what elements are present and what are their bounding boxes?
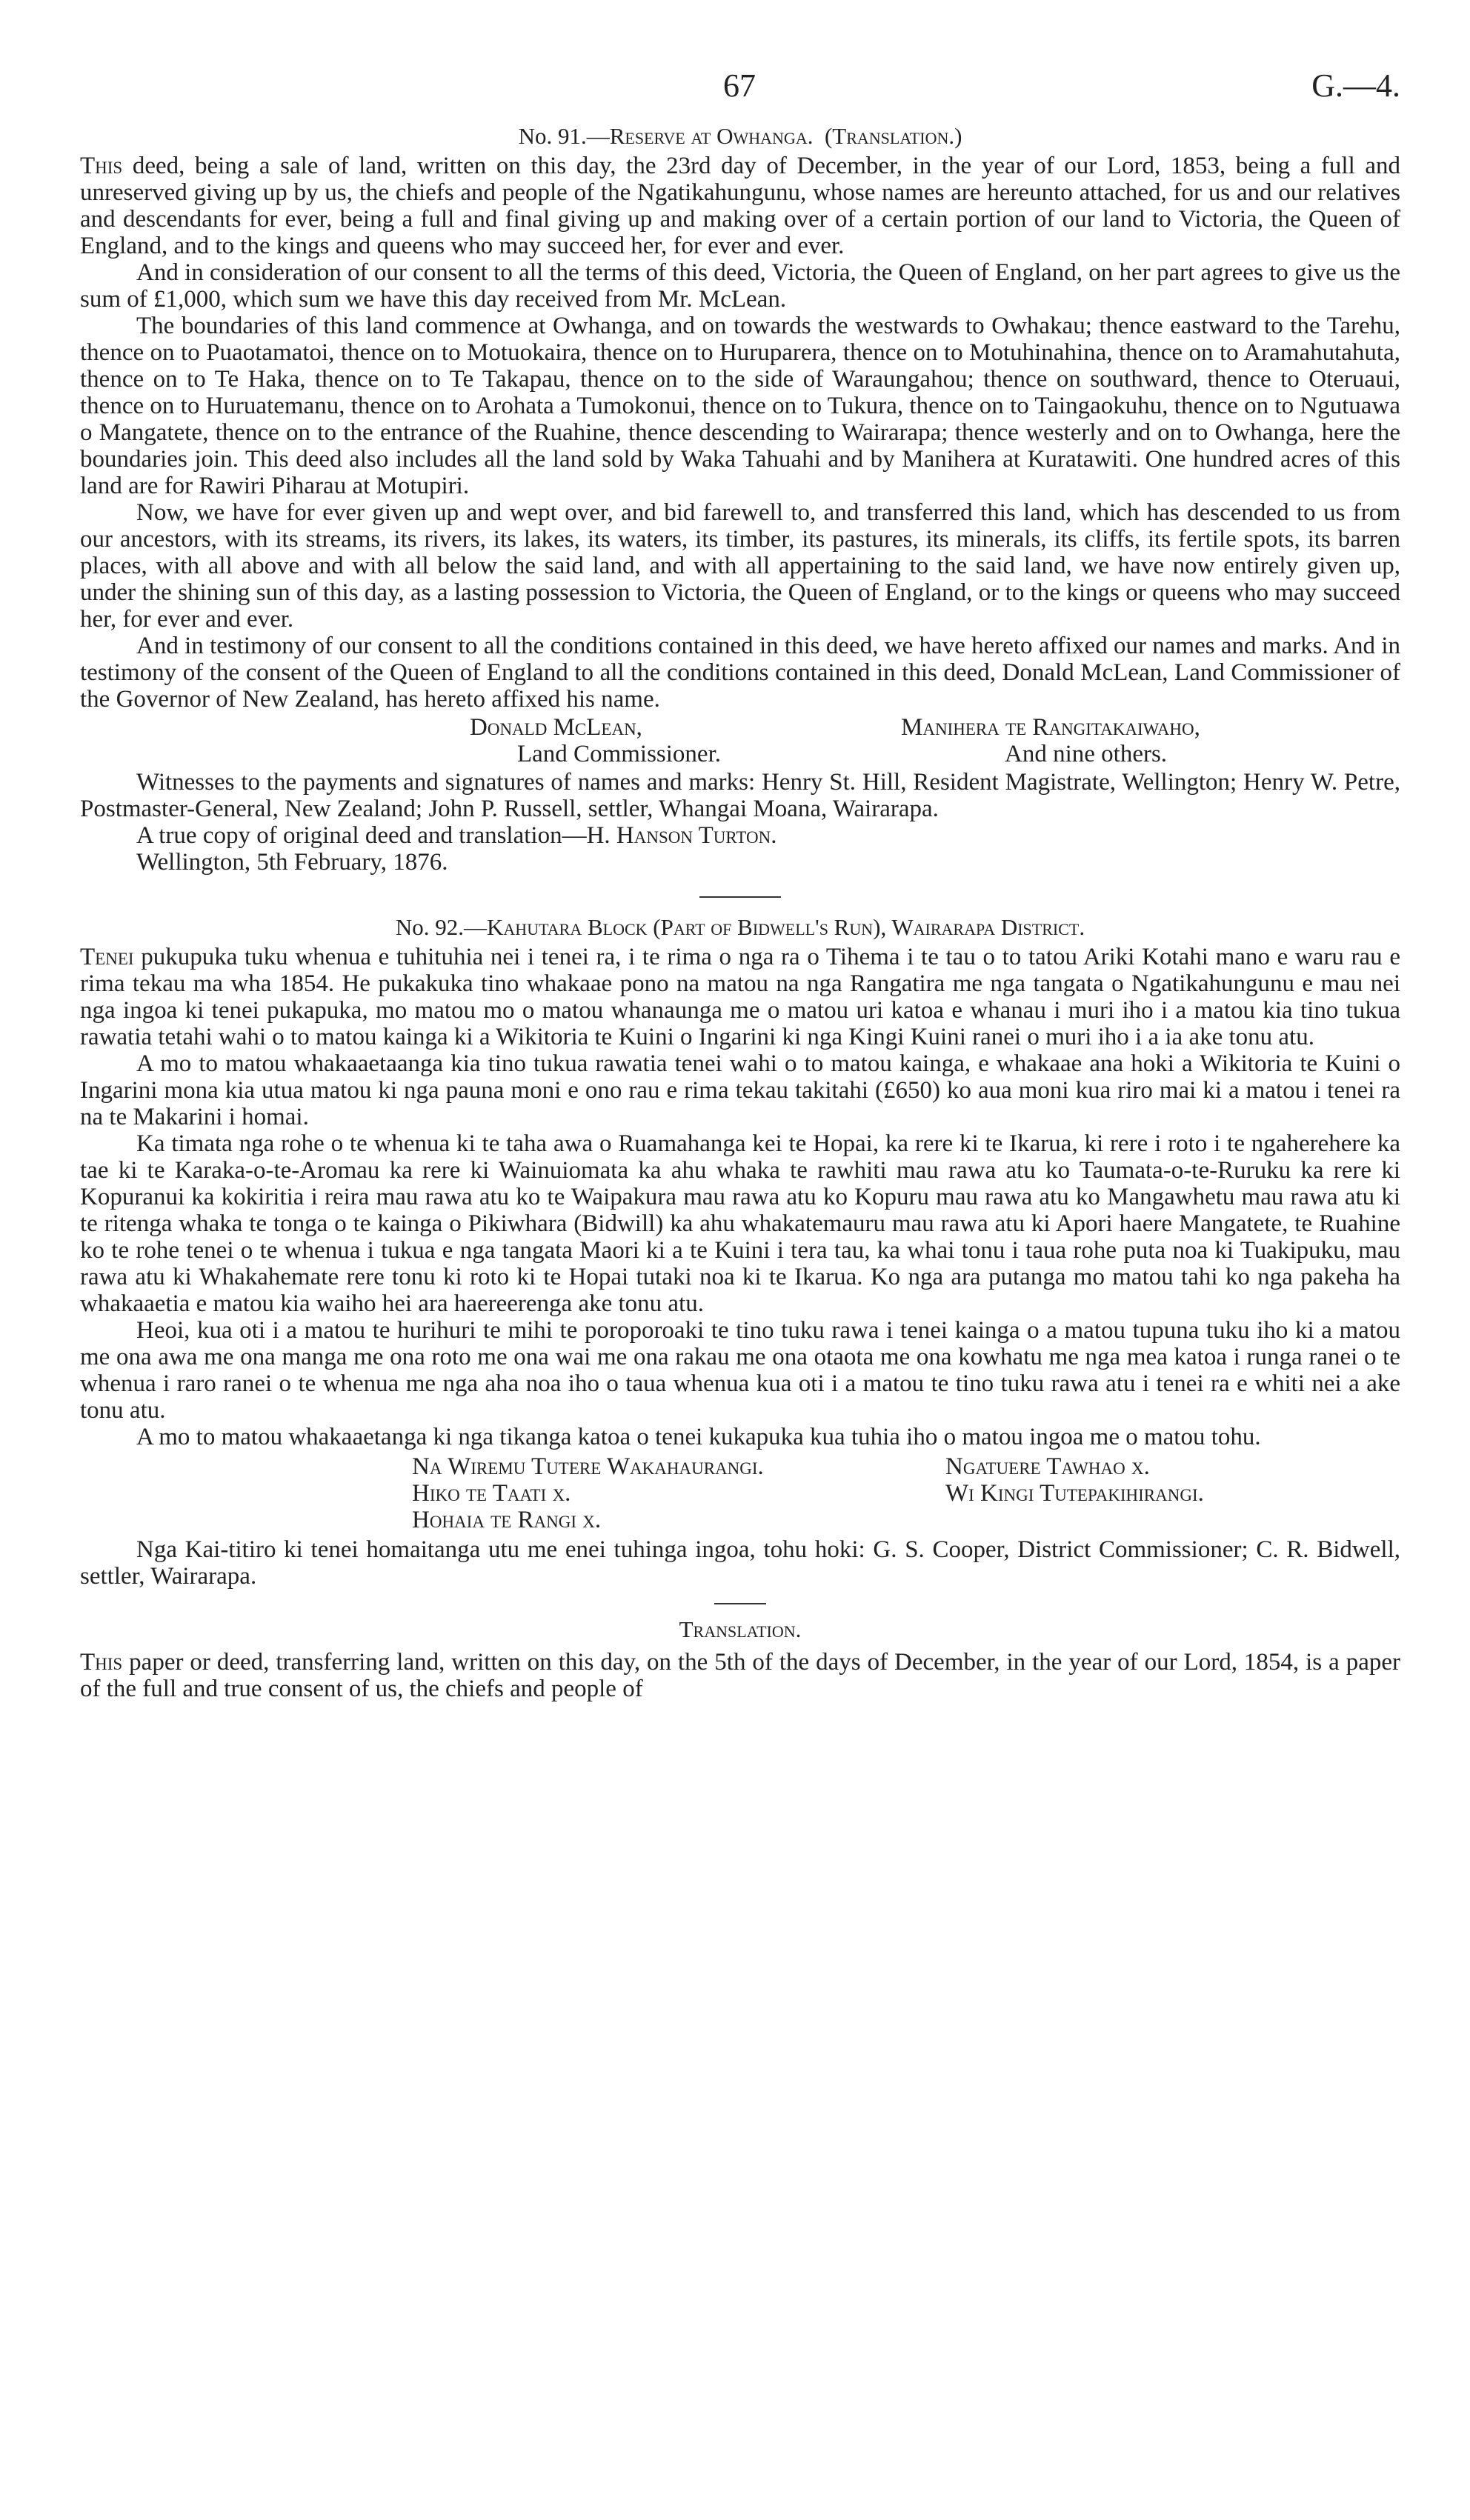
paper-reference: G.—4.	[1311, 67, 1400, 104]
signature-ngatuere-tawhao: Ngatuere Tawhao x.	[945, 1453, 1150, 1480]
section-91-paragraph-3: The boundaries of this land commence at Owhanga, and on towards the westwards to Owhakau; thence eastward to the Tarehu, thence on to Puaotamatoi, thence on to Motuokaira, thence on to Huruparera, thence on to Motuhinahina, thence on to Aramahutahuta, thence on to Te Haka, thence on to Te Takapau, thence on to the side of Waraungahou; thence on southward, thence to Oteruaui, thence on to Huruatemanu, thence on to Arohata a Tumokonui, thence on to Tukura, thence on to Taingaokuhu, thence on to Ngutuawa o Mangatete, thence on to the entrance of the Ruahine, thence descending to Wairarapa; thence westerly and on to Owhanga, here the boundaries join. This deed also includes all the land sold by Waka Tahuahi and by Manihera at Kuratawiti. One hundred acres of this land are for Rawiri Piharau at Motupiri.	[80, 313, 1400, 499]
section-92-witnesses: Nga Kai-titiro ki tenei homaitanga utu me enei tuhinga ingoa, tohu hoki: G. S. Cooper, District Commissioner; C. R. Bidwell, settler, Wairarapa.	[80, 1536, 1400, 1590]
signature-hiko-te-taati: Hiko te Taati x.	[412, 1480, 571, 1507]
section-91-number: No. 91.—	[518, 123, 610, 149]
signature-donald-mclean: Donald McLean,	[470, 714, 642, 741]
section-91-paragraph-4: Now, we have for ever given up and wept over, and bid farewell to, and transferred this land, which has descended to us from our ancestors, with its streams, its rivers, its lakes, its waters, its timber, its pastures, its minerals, its cliffs, its fertile spots, its barren places, with all above and with all below the said land, and with all appertaining to the said land, we have now entirely given up, under the shining sun of this day, as a lasting possession to Victoria, the Queen of England, or to the kings or queens who may succeed her, for ever and ever.	[80, 499, 1400, 633]
translation-paragraph-1: This paper or deed, transferring land, written on this day, on the 5th of the days of December, in the year of our Lord, 1854, is a paper of the full and true consent of us, the chiefs and people of	[80, 1649, 1400, 1702]
signature-wiremu-tutere: Na Wiremu Tutere Wakahaurangi.	[412, 1453, 764, 1480]
page-header	[80, 67, 1400, 119]
section-91-name: Reserve at Owhanga.	[609, 123, 814, 149]
section-92-signatures	[80, 1453, 1400, 1533]
section-separator	[699, 896, 781, 898]
page-number: 67	[723, 67, 756, 104]
signature-title-land-commissioner: Land Commissioner.	[517, 741, 721, 767]
section-91-title	[80, 123, 1400, 150]
section-91-translation-note: (Translation.)	[824, 123, 962, 149]
section-91-date: Wellington, 5th February, 1876.	[136, 849, 448, 876]
section-92-title	[80, 914, 1400, 941]
section-91-signatures	[80, 714, 1400, 767]
document-page	[80, 67, 1400, 1702]
translation-separator	[714, 1603, 766, 1604]
section-92-paragraph-3: Ka timata nga rohe o te whenua ki te taha awa o Ruamahanga kei te Hopai, ka rere ki te Ikarua, ki rere i roto i te ngaherehere ka tae ki te Karaka-o-te-Aromau ka rere ki Wainuiomata ka ahu whaka te rawhiti mau rawa atu ko Taumata-o-te-Ruruku ka rere ki Kopuranui ka kokiritia i reira mau rawa atu ko te Waipakura mau rawa atu ko Kopuru mau rawa atu ko Mangawhetu mau rawa atu ki te ritenga whaka te tonga o te kainga o Pikiwhara (Bidwill) ka ahu whakatemauru mau rawa atu ki Apori haere Mangatete, te Ruahine ko te rohe tenei o te whenua i tukua e nga tangata Maori ki a te Kuini i tera tau, ka whai tonu i taua rohe puta noa ki Tuakipuku, mau rawa atu ki Whakahemate rere tonu ki roto ki te Hopai tutaki noa ki te Ikarua. Ko nga ara putanga mo matou tahi ko nga pakeha ha whakaaetia e matou kia waiho hei ara haereerenga ake tonu atu.	[80, 1130, 1400, 1317]
section-92-number: No. 92.—	[395, 914, 488, 940]
section-91-witnesses: Witnesses to the payments and signatures of names and marks: Henry St. Hill, Resident Magistrate, Wellington; Henry W. Petre, Postmaster-General, New Zealand; John P. Russell, settler, Whangai Moana, Wairarapa.	[80, 769, 1400, 822]
section-91-paragraph-2: And in consideration of our consent to all the terms of this deed, Victoria, the Queen of England, on her part agrees to give us the sum of £1,000, which sum we have this day received from Mr. McLean.	[80, 259, 1400, 313]
signature-manihera: Manihera te Rangitakaiwaho,	[901, 714, 1200, 741]
section-91-paragraph-5: And in testimony of our consent to all the conditions contained in this deed, we have hereto affixed our names and marks. And in testimony of the consent of the Queen of England to all the conditions contained in this deed, Donald McLean, Land Commissioner of the Governor of New Zealand, has hereto affixed his name.	[80, 633, 1400, 713]
signature-note-others: And nine others.	[1005, 741, 1168, 767]
true-copy-signatory: Hanson Turton.	[616, 822, 777, 849]
translation-heading: Translation.	[679, 1616, 802, 1642]
section-92-lead-word: Tenei	[80, 944, 134, 970]
signature-hohaia-te-rangi: Hohaia te Rangi x.	[412, 1507, 602, 1533]
section-92-paragraph-4: Heoi, kua oti i a matou te hurihuri te mihi te poroporoaki te tino tuku rawa i tenei kainga o a matou tupuna tuku iho ki a matou me ona awa me ona manga me ona roto me ona wai me ona rakau me ona otaota me ona kowhatu me nga mea katoa i runga ranei o te whenua i raro ranei o te whenua me nga aha noa iho o taua whenua kua oti i a matou te tino tuku rawa atu i tenei ra e whiti nei a ake tonu atu.	[80, 1317, 1400, 1424]
section-92-paragraph-1: Tenei pukupuka tuku whenua e tuhituhia nei i tenei ra, i te rima o nga ra o Tihema i te tau o to tatou Ariki Kotahi mano e waru rau e rima tekau ma wha 1854. He pukakuka tino whakaae pono na matou na nga Rangatira me nga tangata o Ngatikahungunu e mau nei nga ingoa ki tenei pukapuka, mo matou mo o matou whanaunga me o matou uri katoa e whanau i muri iho i a matou kia tino tukua rawatia tetahi wahi o to matou kainga ki a Wikitoria te Kuini o Ingarini ki nga Kingi Kuini ranei o muri iho i a ia ake tonu atu.	[80, 944, 1400, 1050]
section-92-paragraph-2: A mo to matou whakaaetaanga kia tino tukua rawatia tenei wahi o to matou kainga, e whakaae ana hoki a Wikitoria te Kuini o Ingarini mona kia utua matou ki nga pauna moni e ono rau e rima tekau takitahi (£650) ko aua moni kua riro mai ki a matou i tenei ra na te Makarini i homai.	[80, 1050, 1400, 1130]
section-92-name: Kahutara Block (Part of Bidwell's Run), Wairarapa District.	[487, 914, 1085, 940]
section-92-paragraph-5: A mo to matou whakaaetanga ki nga tikanga katoa o tenei kukapuka kua tuhia iho o matou ingoa me o matou tohu.	[136, 1424, 1261, 1450]
signature-wi-kingi: Wi Kingi Tutepakihirangi.	[945, 1480, 1204, 1507]
section-91-lead-word: This	[80, 153, 123, 179]
translation-lead-word: This	[80, 1649, 123, 1676]
section-91-true-copy: A true copy of original deed and translation—H. Hanson Turton.	[136, 822, 777, 849]
section-91-paragraph-1: This deed, being a sale of land, written on this day, the 23rd day of December, in the year of our Lord, 1853, being a full and unreserved giving up by us, the chiefs and people of the Ngatikahungunu, whose names are hereunto attached, for us and our relatives and descendants for ever, being a full and final giving up and making over of a certain portion of our land to Victoria, the Queen of England, and to the kings and queens who may succeed her, for ever and ever.	[80, 153, 1400, 259]
